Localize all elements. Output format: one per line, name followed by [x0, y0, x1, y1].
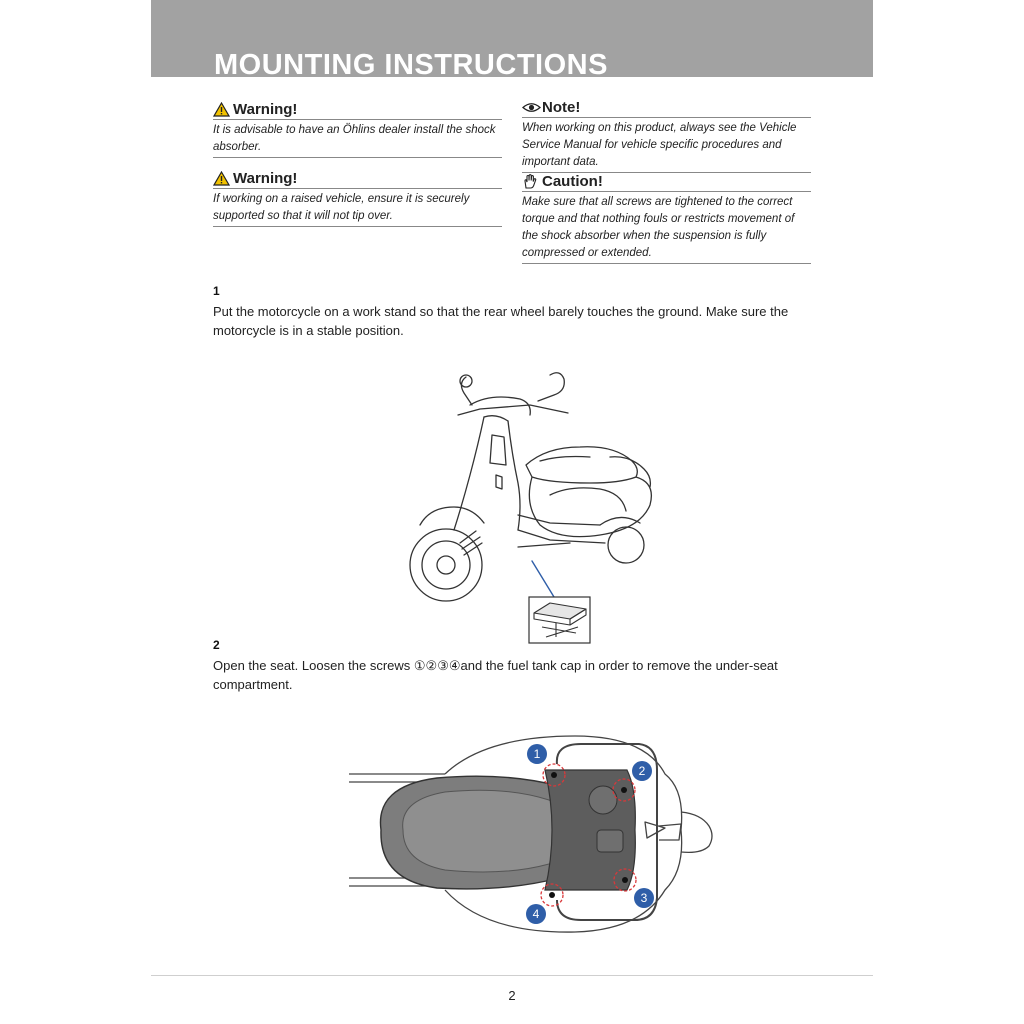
- screw-badge-1: [527, 744, 547, 764]
- warning-triangle-icon: [213, 171, 230, 186]
- warning-text: If working on a raised vehicle, ensure it is securely supported so that it will not tip over.: [213, 189, 502, 227]
- svg-text:4: 4: [532, 907, 540, 921]
- svg-text:3: 3: [640, 891, 648, 905]
- page-title: MOUNTING INSTRUCTIONS: [214, 49, 608, 77]
- warning-heading: [213, 169, 502, 189]
- note-text: When working on this product, always see the Vehicle Service Manual for vehicle specific procedures and important data.: [522, 118, 811, 173]
- caution-title: Caution!: [542, 172, 603, 190]
- caution-heading: [522, 172, 811, 192]
- page-number: 2: [508, 988, 516, 1003]
- screw-badge-4: [526, 904, 546, 924]
- warning-text: It is advisable to have an Öhlins dealer install the shock absorber.: [213, 120, 502, 158]
- warning-title: Warning!: [233, 169, 298, 187]
- note-callout: [522, 98, 811, 173]
- warning-callout-2: [213, 169, 502, 227]
- note-title: Note!: [542, 98, 581, 116]
- header-band: [151, 0, 873, 77]
- warning-callout-1: [213, 100, 502, 158]
- step-2-text: Open the seat. Loosen the screws ①②③④and the fuel tank cap in order to remove the under-seat compartment.: [213, 658, 778, 692]
- warning-triangle-icon: [213, 102, 230, 117]
- eye-icon: [522, 100, 539, 115]
- under-seat-compartment-illustration: [345, 730, 725, 942]
- screw-badge-3: [634, 888, 654, 908]
- caution-callout: [522, 172, 811, 264]
- screw-badge-2: [632, 761, 652, 781]
- svg-text:2: 2: [638, 764, 646, 778]
- warning-heading: [213, 100, 502, 120]
- svg-text:1: 1: [533, 747, 541, 761]
- hand-stop-icon: [522, 174, 539, 189]
- step-1-text: Put the motorcycle on a work stand so that the rear wheel barely touches the ground. Make sure the motorcycle is in a stable position.: [213, 304, 789, 338]
- note-heading: [522, 98, 811, 118]
- step-1-number: 1: [213, 284, 220, 298]
- warning-title: Warning!: [233, 100, 298, 118]
- scooter-on-stand-illustration: [400, 365, 660, 647]
- step-2-number: 2: [213, 638, 220, 652]
- footer-divider: [151, 975, 873, 976]
- caution-text: Make sure that all screws are tightened to the correct torque and that nothing fouls or restricts movement of the shock absorber when the suspension is fully compressed or extended.: [522, 192, 811, 264]
